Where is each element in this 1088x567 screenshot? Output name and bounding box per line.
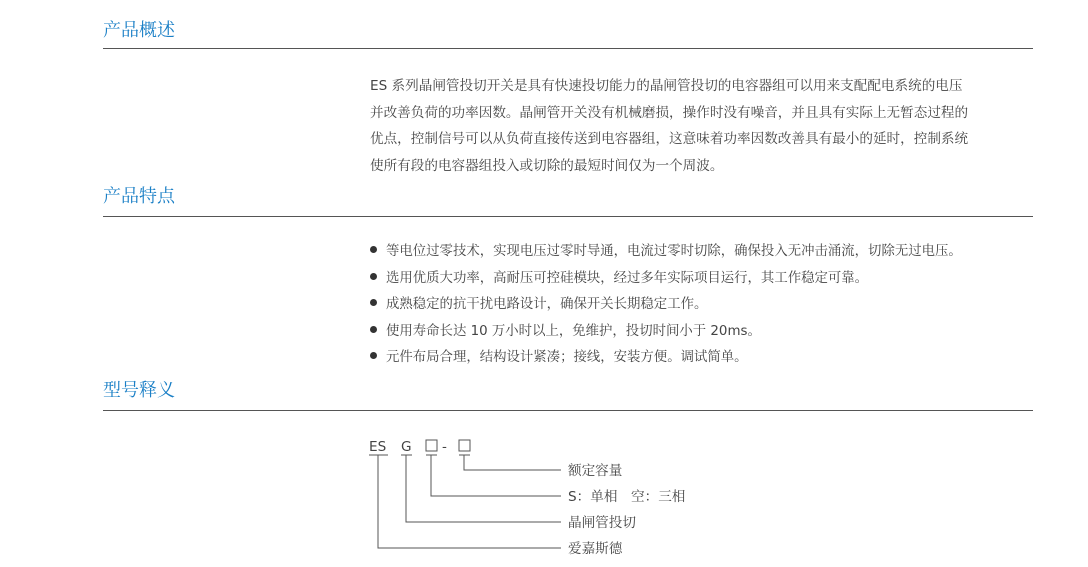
overview-line-2: 并改善负荷的功率因数。晶闸管开关没有机械磨损，操作时没有噪音，并且具有实际上无暂态过程的 xyxy=(370,104,969,121)
feature-text: 选用优质大功率，高耐压可控硅模块，经过多年实际项目运行，其工作稳定可靠。 xyxy=(386,270,869,286)
leader-brand xyxy=(378,455,561,548)
model-code-phase-box xyxy=(426,440,437,451)
model-desc-brand: 爱嘉斯德 xyxy=(568,541,623,557)
feature-text: 成熟稳定的抗干扰电路设计，确保开关长期稳定工作。 xyxy=(386,297,708,312)
model-code-capacity-box xyxy=(459,440,470,451)
model-code-g: G xyxy=(401,439,412,455)
section-title-features: 产品特点 xyxy=(103,186,175,207)
model-desc-phase: S：单相 空：三相 xyxy=(568,489,686,505)
section-title-model: 型号释义 xyxy=(103,380,175,401)
overview-line-1: ES 系列晶闸管投切开关是具有快速投切能力的晶闸管投切的电容器组可以用来支配配电系统的电压 xyxy=(370,78,963,94)
feature-text: 元件布局合理，结构设计紧凑；接线，安装方便。调试简单。 xyxy=(386,350,748,365)
feature-text: 等电位过零技术，实现电压过零时导通，电流过零时切除，确保投入无冲击涌流，切除无过电压。 xyxy=(386,244,962,259)
model-code-es: ES xyxy=(369,439,387,455)
leader-thyristor xyxy=(406,455,561,522)
model-code-dash: - xyxy=(442,439,447,455)
section-title-overview: 产品概述 xyxy=(103,20,175,41)
overview-line-3: 优点，控制信号可以从负荷直接传送到电容器组，这意味着功率因数改善具有最小的延时，控制系统 xyxy=(370,131,969,147)
leader-capacity xyxy=(464,455,561,470)
model-desc-capacity: 额定容量 xyxy=(568,463,623,479)
feature-text: 使用寿命长达 10 万小时以上，免维护，投切时间小于 20ms。 xyxy=(386,323,761,339)
overview-line-4: 使所有段的电容器组投入或切除的最短时间仅为一个周波。 xyxy=(370,157,724,174)
leader-phase xyxy=(431,455,561,496)
model-desc-thyristor: 晶闸管投切 xyxy=(568,515,636,531)
